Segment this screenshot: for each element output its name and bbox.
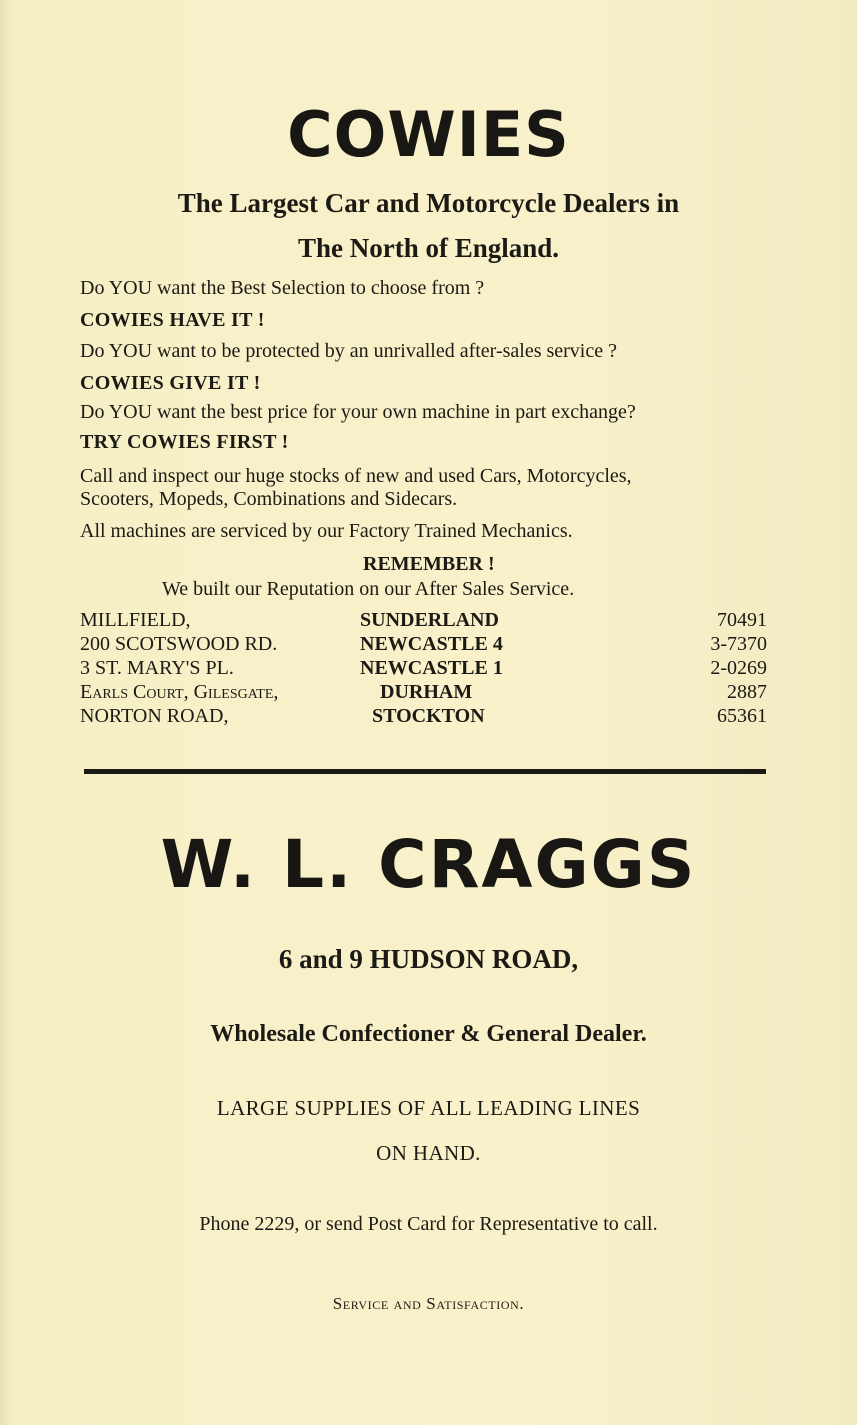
supplies-line-2: ON HAND. [376,1141,481,1165]
branch-phone: 65361 [717,705,767,727]
mechanics-text: All machines are serviced by our Factory Trained Mechanics. [80,520,573,542]
question-best-price: Do YOU want the best price for your own machine in part exchange? [80,401,636,423]
answer-have-it: COWIES HAVE IT ! [80,309,265,331]
cowies-tagline-line-2: The North of England. [297,233,560,263]
reputation-text: We built our Reputation on our After Sales Service. [162,578,575,600]
branch-town: STOCKTON [372,705,485,727]
branch-town: SUNDERLAND [360,609,499,631]
branch-phone: 70491 [717,609,767,631]
branch-address: NORTON ROAD, [80,705,229,727]
branch-phone: 2-0269 [710,657,767,679]
branch-address: 3 ST. MARY'S PL. [80,657,234,679]
branch-phone: 3-7370 [710,633,767,655]
question-best-selection: Do YOU want the Best Selection to choose from ? [80,277,485,299]
craggs-brand-title: W. L. CRAGGS [160,826,697,903]
branch-address: Earls Court, Gilesgate, [80,681,279,703]
stocks-text-line-1: Call and inspect our huge stocks of new and used Cars, Motorcycles, [80,465,632,487]
answer-give-it: COWIES GIVE IT ! [80,372,261,394]
branch-address: MILLFIELD, [80,609,191,631]
craggs-address: 6 and 9 HUDSON ROAD, [278,944,579,974]
branch-town: NEWCASTLE 4 [360,633,503,655]
remember-heading: REMEMBER ! [363,553,495,575]
cowies-tagline-line-1: The Largest Car and Motorcycle Dealers in [177,188,680,218]
cowies-brand-title: COWIES [287,98,570,171]
branch-town: NEWCASTLE 1 [360,657,503,679]
stocks-text-line-2: Scooters, Mopeds, Combinations and Sidecars. [80,488,458,510]
craggs-phone-line: Phone 2229, or send Post Card for Representative to call. [199,1213,658,1235]
craggs-motto: Service and Satisfaction. [332,1294,525,1313]
branch-phone: 2887 [727,681,767,703]
question-after-sales: Do YOU want to be protected by an unrivalled after-sales service ? [80,340,617,362]
branch-address: 200 SCOTSWOOD RD. [80,633,278,655]
craggs-trade: Wholesale Confectioner & General Dealer. [210,1021,647,1047]
section-divider [84,769,766,774]
supplies-line-1: LARGE SUPPLIES OF ALL LEADING LINES [216,1096,641,1120]
answer-try-first: TRY COWIES FIRST ! [80,431,289,453]
branch-town: DURHAM [380,681,473,703]
